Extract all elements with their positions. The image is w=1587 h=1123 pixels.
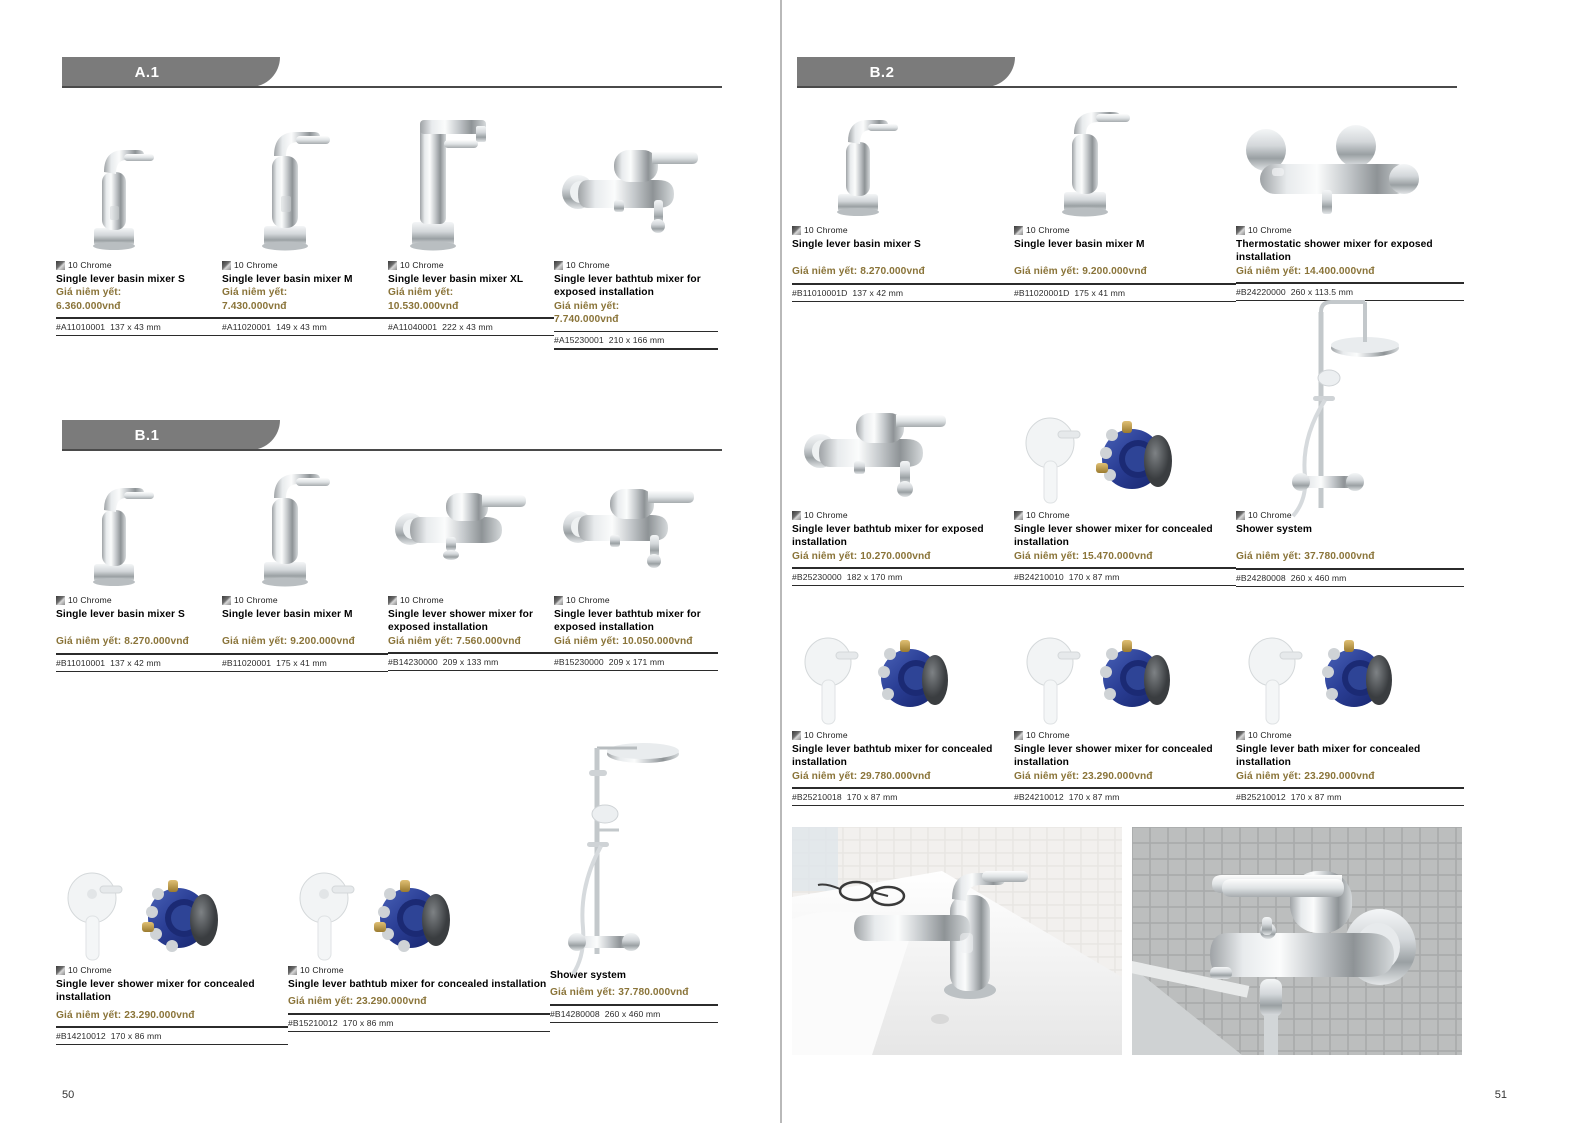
divider xyxy=(1236,568,1464,570)
chrome-swatch-icon xyxy=(792,731,801,740)
chrome-swatch-icon xyxy=(56,261,65,270)
color-label: 10 Chrome xyxy=(566,260,610,270)
product-name: Single lever bathtub mixer for concealed installation xyxy=(792,744,993,769)
price-amount: 15.470.000vnđ xyxy=(1082,550,1153,562)
product-image xyxy=(222,110,388,260)
product-row-b1-1 xyxy=(56,470,718,672)
code-text: #B11020001D xyxy=(1014,287,1070,298)
product-card[interactable] xyxy=(1236,110,1464,302)
price-label: Giá niêm yết: xyxy=(222,636,288,648)
color-label: 10 Chrome xyxy=(1248,225,1292,235)
price-label: Giá niêm yết: xyxy=(554,635,620,647)
dimensions-text: 210 x 166 mm xyxy=(608,335,665,346)
color-label: 10 Chrome xyxy=(234,260,278,270)
product-name: Single lever basin mixer XL xyxy=(388,274,524,285)
dimensions-text: 170 x 87 mm xyxy=(846,791,898,802)
code-text: #B25210012 xyxy=(1236,791,1286,802)
product-name: Shower system xyxy=(1236,524,1313,535)
color-label: 10 Chrome xyxy=(234,595,278,605)
product-card[interactable] xyxy=(388,110,554,350)
product-card[interactable] xyxy=(1014,625,1236,806)
chrome-swatch-icon xyxy=(1014,731,1023,740)
product-row-a1 xyxy=(56,110,718,350)
price-value xyxy=(288,995,550,1008)
divider xyxy=(550,1004,718,1006)
chrome-swatch-icon xyxy=(554,261,563,270)
color-label: 10 Chrome xyxy=(1026,510,1070,520)
price-amount: 9.200.000vnđ xyxy=(1082,266,1147,278)
code-text: #B24210010 xyxy=(1014,571,1064,582)
product-name: Single lever basin mixer M xyxy=(1014,239,1145,250)
product-code xyxy=(388,657,554,667)
chrome-swatch-icon xyxy=(388,596,397,605)
dimensions-text: 260 x 460 mm xyxy=(1290,572,1347,583)
dimensions-text: 175 x 41 mm xyxy=(1074,287,1126,298)
product-name: Single lever bathtub mixer for exposed installation xyxy=(554,609,701,634)
right-page xyxy=(787,0,1587,1123)
dimensions-text: 260 x 460 mm xyxy=(604,1008,661,1019)
section-header-b1 xyxy=(62,420,722,450)
price-label: Giá niêm yết: xyxy=(388,287,454,299)
product-name: Single lever shower mixer for concealed installation xyxy=(56,979,255,1004)
page-gutter xyxy=(775,0,787,1123)
product-image xyxy=(554,110,718,260)
dimensions-text: 175 x 41 mm xyxy=(276,657,327,668)
section-rule xyxy=(62,449,722,451)
chrome-swatch-icon xyxy=(1236,511,1245,520)
color-swatch-line xyxy=(1014,510,1236,520)
section-tab-b1 xyxy=(62,420,252,450)
color-swatch-line xyxy=(792,225,1014,235)
chrome-swatch-icon xyxy=(1236,731,1245,740)
color-label: 10 Chrome xyxy=(68,260,112,270)
price-value xyxy=(1014,770,1236,783)
divider xyxy=(56,653,222,655)
product-card[interactable] xyxy=(1014,110,1236,302)
divider xyxy=(554,652,718,654)
color-label: 10 Chrome xyxy=(566,595,610,605)
product-code xyxy=(550,1009,718,1019)
lifestyle-photo-bathtub xyxy=(1132,827,1462,1055)
product-card[interactable] xyxy=(288,855,550,1045)
divider-bottom xyxy=(1014,585,1236,586)
divider-bottom xyxy=(554,670,718,671)
product-code xyxy=(288,1018,550,1028)
dimensions-text: 137 x 42 mm xyxy=(852,287,904,298)
price-value xyxy=(1014,265,1236,278)
product-name: Single lever basin mixer M xyxy=(222,274,353,285)
price-amount: 23.290.000vnđ xyxy=(1082,770,1153,782)
dimensions-text: 260 x 113.5 mm xyxy=(1290,286,1354,297)
code-text: #A15230001 xyxy=(554,335,604,346)
code-text: #B24280008 xyxy=(1236,572,1286,583)
price-label: Giá niêm yết: xyxy=(1014,770,1080,782)
product-code xyxy=(554,335,718,345)
price-label: Giá niêm yết: xyxy=(1014,266,1080,278)
product-row-b2-1 xyxy=(792,110,1464,302)
price-label: Giá niêm yết: xyxy=(56,636,122,648)
color-swatch-line xyxy=(1236,730,1464,740)
price-label: Giá niêm yết: xyxy=(56,287,122,299)
divider xyxy=(1236,787,1464,789)
dimensions-text: 209 x 171 mm xyxy=(608,656,665,667)
product-image xyxy=(792,625,1014,730)
divider-bottom xyxy=(56,671,222,672)
product-name: Single lever bathtub mixer for concealed installation xyxy=(288,979,547,990)
price-amount: 7.560.000vnđ xyxy=(456,635,521,647)
product-card[interactable] xyxy=(56,470,222,672)
price-amount: 8.270.000vnđ xyxy=(124,636,189,648)
price-value: 6.360.000vnđ xyxy=(56,300,121,312)
divider xyxy=(388,652,554,654)
dimensions-text: 170 x 86 mm xyxy=(342,1017,394,1028)
product-code xyxy=(56,658,222,668)
section-tab-b2 xyxy=(797,57,987,87)
price-value xyxy=(388,635,554,648)
dimensions-text: 170 x 87 mm xyxy=(1290,791,1342,802)
color-label: 10 Chrome xyxy=(300,965,344,975)
divider-bottom xyxy=(1236,586,1464,587)
color-swatch-line xyxy=(288,965,550,975)
color-label: 10 Chrome xyxy=(68,965,112,975)
section-rule xyxy=(62,86,722,88)
divider xyxy=(222,653,388,655)
divider xyxy=(1236,282,1464,284)
price-label: Giá niêm yết: xyxy=(288,996,354,1008)
price-value: 7.430.000vnđ xyxy=(222,300,287,312)
dimensions-text: 170 x 86 mm xyxy=(110,1030,162,1041)
color-swatch-line xyxy=(792,510,1014,520)
price-label: Giá niêm yết: xyxy=(1236,770,1302,782)
product-image xyxy=(388,110,554,260)
divider-bottom xyxy=(1236,805,1464,806)
dimensions-text: 182 x 170 mm xyxy=(846,571,903,582)
price-value xyxy=(792,770,1014,783)
divider xyxy=(388,317,554,319)
price-amount: 10.050.000vnđ xyxy=(622,635,693,647)
shower-system-image xyxy=(545,718,715,986)
product-image xyxy=(56,855,288,965)
color-swatch-line xyxy=(56,595,222,605)
chrome-swatch-icon xyxy=(388,261,397,270)
product-card[interactable] xyxy=(56,855,288,1045)
product-code xyxy=(222,322,388,332)
price-amount: 14.400.000vnđ xyxy=(1304,265,1375,277)
chrome-swatch-icon xyxy=(222,596,231,605)
divider-bottom xyxy=(792,585,1014,586)
price-value xyxy=(222,635,388,648)
code-text: #B14280008 xyxy=(550,1008,600,1019)
product-name: Single lever shower mixer for concealed installation xyxy=(1014,744,1213,769)
color-label: 10 Chrome xyxy=(1248,730,1292,740)
dimensions-text: 222 x 43 mm xyxy=(442,321,493,332)
price-value xyxy=(1236,550,1464,563)
product-name: Single lever basin mixer S xyxy=(56,609,185,620)
color-swatch-line xyxy=(222,260,388,270)
price-label: Giá niêm yết: xyxy=(222,287,288,299)
divider xyxy=(792,787,1014,789)
product-code xyxy=(554,657,718,667)
product-code xyxy=(222,658,388,668)
dimensions-text: 137 x 43 mm xyxy=(110,321,161,332)
product-image xyxy=(56,470,222,595)
divider xyxy=(288,1013,550,1015)
product-card[interactable] xyxy=(388,470,554,672)
dimensions-text: 137 x 42 mm xyxy=(110,657,161,668)
product-image xyxy=(56,110,222,260)
color-label: 10 Chrome xyxy=(68,595,112,605)
divider-bottom xyxy=(554,348,718,349)
product-image xyxy=(222,470,388,595)
product-code xyxy=(1014,792,1236,802)
section-tab-label: A.1 xyxy=(134,63,160,81)
color-swatch-line xyxy=(554,260,718,270)
code-text: #B14230000 xyxy=(388,656,438,667)
code-text: #A11040001 xyxy=(388,321,438,332)
product-image xyxy=(1236,110,1464,225)
product-code xyxy=(792,572,1014,582)
price-value xyxy=(56,635,222,648)
color-swatch-line xyxy=(222,595,388,605)
code-text: #B25210018 xyxy=(792,791,842,802)
product-code xyxy=(792,792,1014,802)
product-code xyxy=(1236,287,1464,297)
chrome-swatch-icon xyxy=(1236,226,1245,235)
color-swatch-line xyxy=(56,260,222,270)
product-name: Single lever shower mixer for exposed installation xyxy=(388,609,534,634)
product-image xyxy=(288,855,550,965)
color-label: 10 Chrome xyxy=(1248,510,1292,520)
product-name: Single lever basin mixer S xyxy=(792,239,921,250)
dimensions-text: 170 x 87 mm xyxy=(1068,571,1120,582)
chrome-swatch-icon xyxy=(222,261,231,270)
divider xyxy=(554,331,718,333)
color-swatch-line xyxy=(792,730,1014,740)
section-header-a1 xyxy=(62,57,722,87)
divider-bottom xyxy=(550,1022,718,1023)
code-text: #B24220000 xyxy=(1236,286,1286,297)
divider-bottom xyxy=(1014,301,1236,302)
dimensions-text: 209 x 133 mm xyxy=(442,656,499,667)
section-header-b2 xyxy=(797,57,1457,87)
price-label: Giá niêm yết: xyxy=(792,550,858,562)
price-label: Giá niêm yết: xyxy=(554,300,620,312)
product-card[interactable] xyxy=(554,470,718,672)
price-label: Giá niêm yết: xyxy=(792,266,858,278)
section-rule xyxy=(797,86,1457,88)
price-label: Giá niêm yết: xyxy=(550,987,616,999)
section-tab-label: B.2 xyxy=(869,63,895,81)
price-amount: 29.780.000vnđ xyxy=(860,770,931,782)
divider-bottom xyxy=(288,1031,550,1032)
product-code xyxy=(792,288,1014,298)
color-swatch-line xyxy=(56,965,288,975)
divider-bottom xyxy=(388,670,554,671)
price-label: Giá niêm yết: xyxy=(792,770,858,782)
section-tab-label: B.1 xyxy=(134,426,160,444)
product-code xyxy=(56,1031,288,1041)
code-text: #B11010001D xyxy=(792,287,848,298)
product-image xyxy=(1236,625,1464,730)
code-text: #B15210012 xyxy=(288,1017,338,1028)
code-text: #B25230000 xyxy=(792,571,842,582)
product-image xyxy=(792,110,1014,225)
product-code xyxy=(388,322,554,332)
divider xyxy=(56,317,222,319)
price-value xyxy=(1236,265,1464,278)
product-code xyxy=(56,322,222,332)
divider xyxy=(56,1026,288,1028)
color-label: 10 Chrome xyxy=(804,730,848,740)
product-name: Thermostatic shower mixer for exposed installation xyxy=(1236,239,1433,264)
price-amount: 8.270.000vnđ xyxy=(860,266,925,278)
product-name: Shower system xyxy=(550,970,627,981)
divider-bottom xyxy=(222,335,388,336)
color-swatch-line xyxy=(388,260,554,270)
product-image xyxy=(792,400,1014,510)
price-amount: 23.290.000vnđ xyxy=(124,1009,195,1021)
product-image xyxy=(1014,110,1236,225)
code-text: #A11010001 xyxy=(56,321,106,332)
color-label: 10 Chrome xyxy=(804,225,848,235)
price-label: Giá niêm yết: xyxy=(1236,265,1302,277)
product-name: Single lever bath mixer for concealed installation xyxy=(1236,744,1421,769)
divider-bottom xyxy=(56,335,222,336)
product-name: Single lever basin mixer S xyxy=(56,274,185,285)
divider xyxy=(222,317,388,319)
price-amount: 37.780.000vnđ xyxy=(618,987,689,999)
code-text: #B14210012 xyxy=(56,1030,106,1041)
color-swatch-line xyxy=(388,595,554,605)
dimensions-text: 149 x 43 mm xyxy=(276,321,327,332)
divider xyxy=(1014,567,1236,569)
price-value xyxy=(550,986,718,999)
product-name: Single lever bathtub mixer for exposed installation xyxy=(554,274,701,299)
price-value xyxy=(792,265,1014,278)
code-text: #B11020001 xyxy=(222,657,272,668)
left-page xyxy=(0,0,775,1123)
color-swatch-line xyxy=(1236,225,1464,235)
chrome-swatch-icon xyxy=(554,596,563,605)
price-value xyxy=(1014,550,1236,563)
price-value xyxy=(792,550,1014,563)
page-number-right: 51 xyxy=(1494,1089,1507,1101)
chrome-swatch-icon xyxy=(792,511,801,520)
price-value: 10.530.000vnđ xyxy=(388,300,459,312)
code-text: #B24210012 xyxy=(1014,791,1064,802)
color-label: 10 Chrome xyxy=(804,510,848,520)
color-swatch-line xyxy=(1014,730,1236,740)
lifestyle-photo-basin xyxy=(792,827,1122,1055)
product-image xyxy=(1014,400,1236,510)
price-amount: 37.780.000vnđ xyxy=(1304,551,1375,563)
price-value xyxy=(554,635,718,648)
product-code xyxy=(1014,572,1236,582)
product-card[interactable] xyxy=(222,110,388,350)
divider xyxy=(1014,283,1236,285)
product-card[interactable] xyxy=(792,110,1014,302)
product-card[interactable] xyxy=(1014,400,1236,587)
product-name: Single lever basin mixer M xyxy=(222,609,353,620)
product-code xyxy=(1236,792,1464,802)
color-label: 10 Chrome xyxy=(1026,730,1070,740)
product-card[interactable] xyxy=(222,470,388,672)
code-text: #B11010001 xyxy=(56,657,106,668)
product-code xyxy=(1236,573,1464,583)
chrome-swatch-icon xyxy=(56,966,65,975)
dimensions-text: 170 x 87 mm xyxy=(1068,791,1120,802)
section-tab-a1 xyxy=(62,57,252,87)
price-amount: 9.200.000vnđ xyxy=(290,636,355,648)
chrome-swatch-icon xyxy=(288,966,297,975)
chrome-swatch-icon xyxy=(1014,511,1023,520)
price-amount: 23.290.000vnđ xyxy=(1304,770,1375,782)
price-amount: 23.290.000vnđ xyxy=(356,996,427,1008)
divider xyxy=(792,567,1014,569)
divider-bottom xyxy=(1014,805,1236,806)
product-name: Single lever bathtub mixer for exposed installation xyxy=(792,524,984,549)
code-text: #A11020001 xyxy=(222,321,272,332)
divider-bottom xyxy=(792,805,1014,806)
divider xyxy=(792,283,1014,285)
product-image xyxy=(388,470,554,595)
price-label: Giá niêm yết: xyxy=(388,635,454,647)
code-text: #B15230000 xyxy=(554,656,604,667)
divider-bottom xyxy=(388,335,554,336)
product-name: Single lever shower mixer for concealed installation xyxy=(1014,524,1213,549)
chrome-swatch-icon xyxy=(792,226,801,235)
shower-system-image xyxy=(1257,300,1437,518)
divider-bottom xyxy=(222,671,388,672)
color-label: 10 Chrome xyxy=(400,260,444,270)
price-value xyxy=(56,1009,288,1022)
price-label: Giá niêm yết: xyxy=(1236,551,1302,563)
divider xyxy=(1014,787,1236,789)
product-card[interactable] xyxy=(56,110,222,350)
color-label: 10 Chrome xyxy=(1026,225,1070,235)
product-image xyxy=(1014,625,1236,730)
product-code xyxy=(1014,288,1236,298)
product-card[interactable] xyxy=(792,625,1014,806)
divider-bottom xyxy=(56,1044,288,1045)
color-swatch-line xyxy=(1014,225,1236,235)
price-value: 7.740.000vnđ xyxy=(554,314,619,326)
chrome-swatch-icon xyxy=(56,596,65,605)
product-row-b2-3 xyxy=(792,625,1464,806)
chrome-swatch-icon xyxy=(1014,226,1023,235)
price-label: Giá niêm yết: xyxy=(56,1009,122,1021)
color-label: 10 Chrome xyxy=(400,595,444,605)
page-number-left: 50 xyxy=(62,1089,75,1101)
price-amount: 10.270.000vnđ xyxy=(860,550,931,562)
price-value xyxy=(1236,770,1464,783)
product-card[interactable] xyxy=(1236,625,1464,806)
product-card[interactable] xyxy=(792,400,1014,587)
product-card[interactable] xyxy=(554,110,718,350)
product-image xyxy=(554,470,718,595)
divider-bottom xyxy=(792,301,1014,302)
color-swatch-line xyxy=(554,595,718,605)
price-label: Giá niêm yết: xyxy=(1014,550,1080,562)
